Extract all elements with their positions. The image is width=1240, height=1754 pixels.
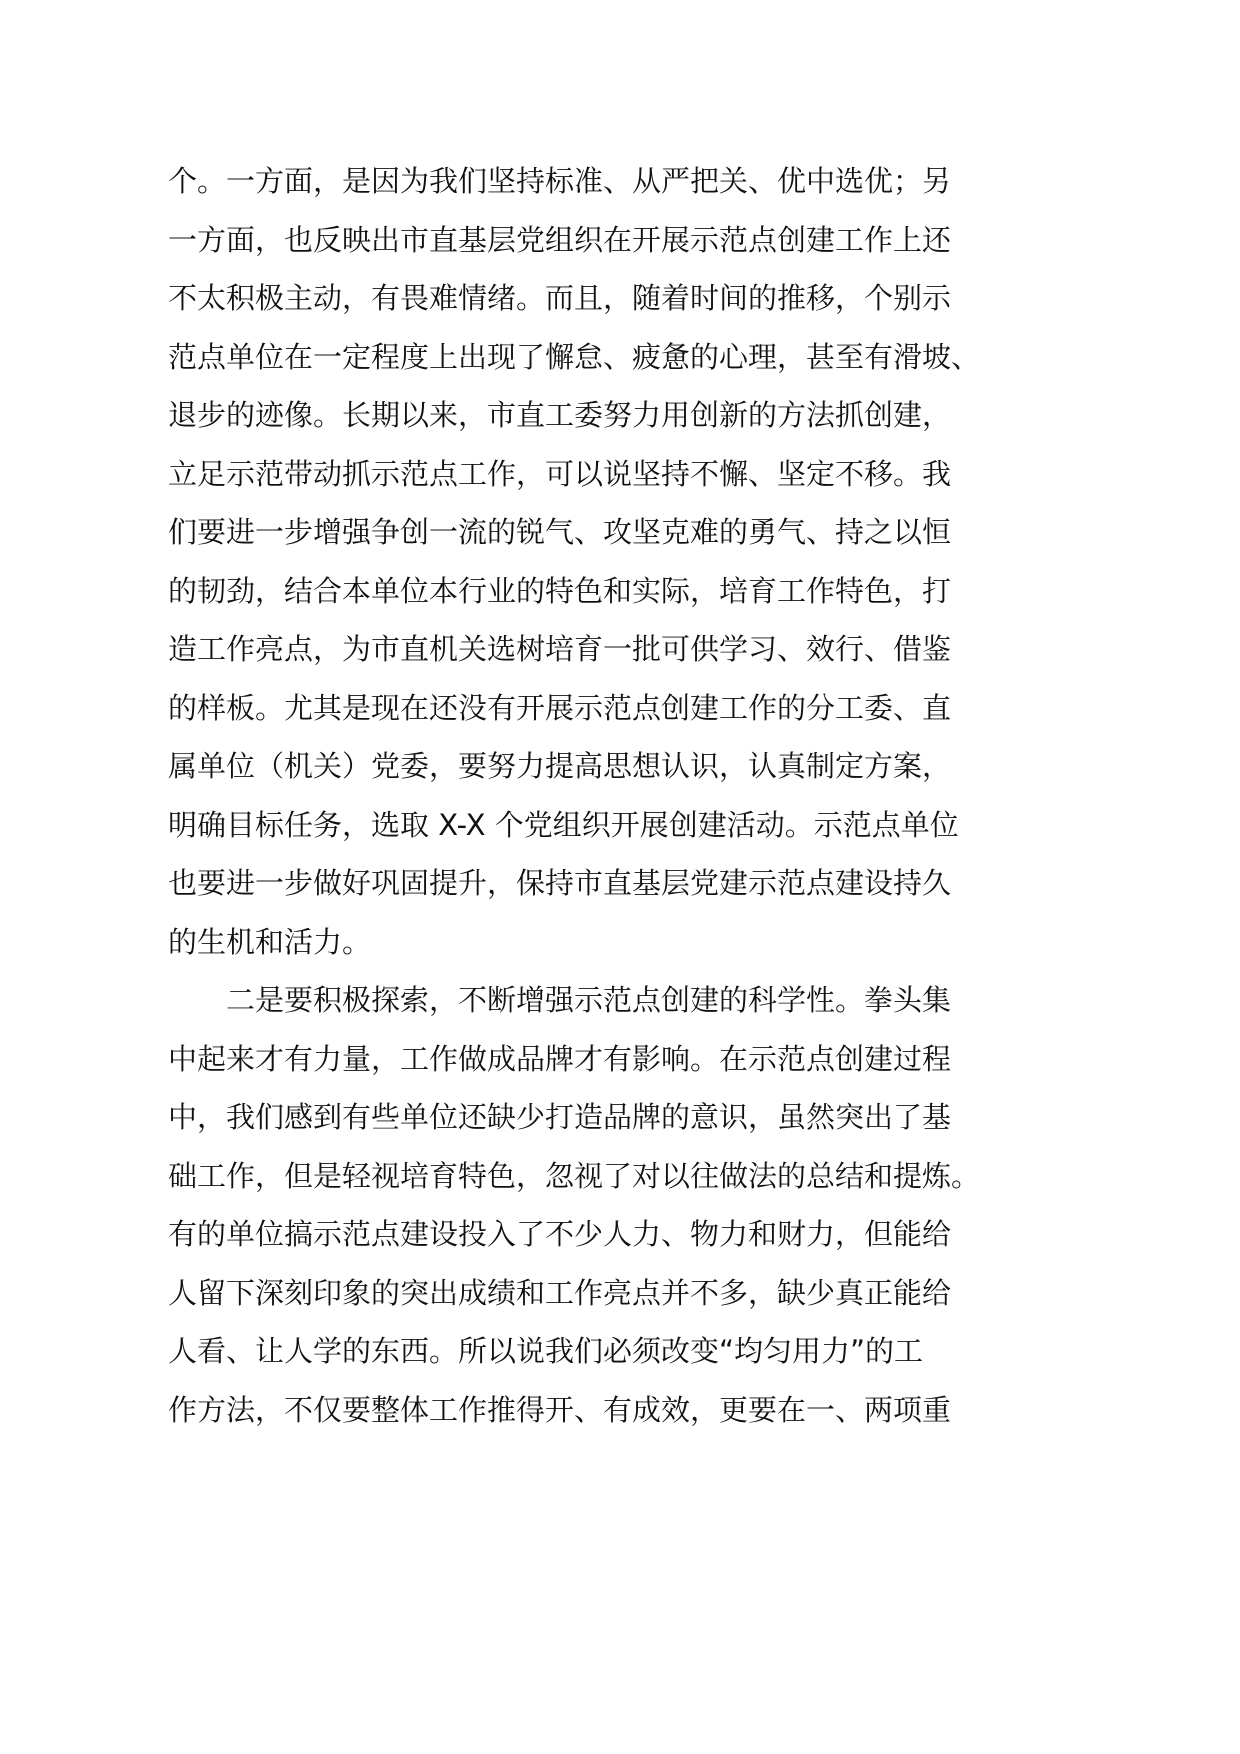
text-line: 的生机和活力。 — [168, 924, 372, 959]
text-line: 属单位（机关）党委，要努力提高思想认识，认真制定方案， — [168, 749, 952, 783]
text-line: 个。一方面，是因为我们坚持标准、从严把关、优中选优；另 — [168, 164, 952, 198]
text-line: 础工作，但是轻视培育特色，忽视了对以往做法的总结和提炼。 — [168, 1158, 981, 1193]
text-line: 一方面，也反映出市直基层党组织在开展示范点创建工作上还 — [168, 222, 952, 257]
text-line: 人留下深刻印象的突出成绩和工作亮点并不多，缺少真正能给 — [168, 1275, 952, 1310]
text-line: 也要进一步做好巩固提升，保持市直基层党建示范点建设持久 — [168, 866, 952, 900]
text-line: 不太积极主动，有畏难情绪。而且，随着时间的推移，个别示 — [168, 281, 952, 315]
text-line: 的韧劲，结合本单位本行业的特色和实际，培育工作特色，打 — [168, 573, 952, 608]
text-line: 的样板。尤其是现在还没有开展示范点创建工作的分工委、直 — [168, 690, 952, 725]
text-line: 有的单位搞示范点建设投入了不少人力、物力和财力，但能给 — [168, 1217, 952, 1251]
text-line: 中，我们感到有些单位还缺少打造品牌的意识，虽然突出了基 — [168, 1100, 952, 1134]
text-line: 范点单位在一定程度上出现了懈怠、疲惫的心理，甚至有滑坡、 — [168, 339, 981, 374]
text-line: 人看、让人学的东西。所以说我们必须改变“均匀用力”的工 — [168, 1334, 924, 1368]
text-line: 中起来才有力量，工作做成品牌才有影响。在示范点创建过程 — [168, 1041, 952, 1076]
text-line: 作方法，不仅要整体工作推得开、有成效，更要在一、两项重 — [168, 1392, 952, 1427]
text-line: 们要进一步增强争创一流的锐气、攻坚克难的勇气、持之以恒 — [168, 515, 952, 549]
text-line: 明确目标任务，选取 X-X 个党组织开展创建活动。示范点单位 — [168, 807, 959, 842]
text-line: 立足示范带动抓示范点工作，可以说坚持不懈、坚定不移。我 — [168, 456, 952, 491]
text-line: 退步的迹像。长期以来，市直工委努力用创新的方法抓创建， — [168, 398, 952, 432]
body-text — [168, 152, 988, 1439]
paragraph-first-line: 二是要积极探索，不断增强示范点创建的科学性。拳头集 — [226, 983, 952, 1017]
text-line: 造工作亮点，为市直机关选树培育一批可供学习、效行、借鉴 — [168, 632, 952, 666]
